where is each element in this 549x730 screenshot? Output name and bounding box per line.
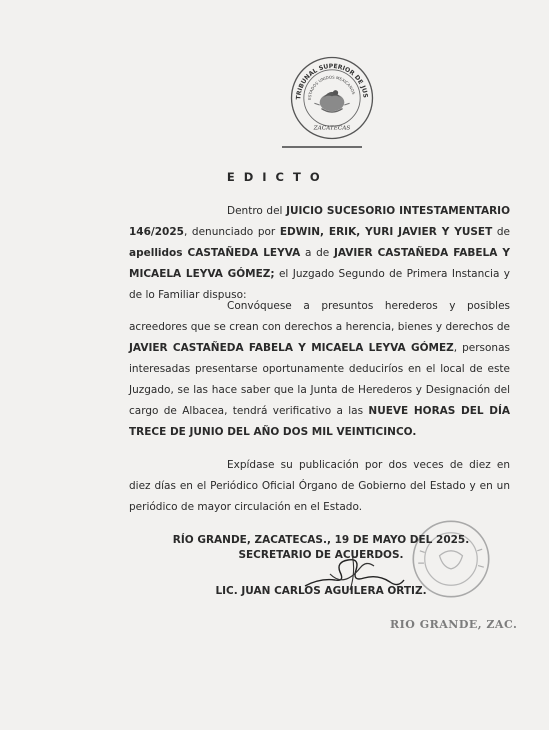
stamp-location-text: RIO GRANDE, ZAC. xyxy=(390,618,518,631)
claimant-names: EDWIN, ERIK, YURI JAVIER Y YUSET xyxy=(279,226,493,238)
paragraph-summons xyxy=(129,296,510,443)
paragraph-intro xyxy=(129,201,510,306)
seal-bottom-text: ZACATECAS xyxy=(313,125,351,132)
seal-outer-text: TRIBUNAL SUPERIOR DE JUS xyxy=(295,63,369,100)
p1-text-3: de xyxy=(492,226,510,238)
p2-text-2: , personas interesadas presentarse oportunamente deduciríos en el local de este Juzgado, se las hace saber que la Junta de Herederos y Designación del cargo de Albacea, tendrá verificativo a las xyxy=(129,342,510,417)
p1-text-5: el Juzgado Segundo de Primera Instancia y de lo Familiar dispuso: xyxy=(129,268,510,301)
signer-name: LIC. JUAN CARLOS AGUILERA ORTIZ. xyxy=(215,585,427,597)
place-date: RÍO GRANDE, ZACATECAS., 19 DE MAYO DEL 2025. xyxy=(172,534,470,546)
seal-rule xyxy=(282,146,362,148)
p1-text-2: , denunciado por xyxy=(183,226,280,238)
p1-text-4: a de xyxy=(300,247,334,259)
court-seal-icon xyxy=(288,54,376,142)
deceased-names-2: JAVIER CASTAÑEDA FABELA Y MICAELA LEYVA GÓMEZ xyxy=(129,342,454,354)
claimant-surnames: apellidos CASTAÑEDA LEYVA xyxy=(129,247,301,259)
signer-role: SECRETARIO DE ACUERDOS. xyxy=(238,549,404,561)
p2-text-1: Convóquese a presuntos herederos y posibles acreedores que se crean con derechos a herencia, bienes y derechos de xyxy=(129,300,510,333)
paragraph-publication: Expídase su publicación por dos veces de diez en diez días en el Periódico Oficial Órgano de Gobierno del Estado y en un periódico de mayor circulación en el Estado. xyxy=(129,459,510,513)
deceased-names: JAVIER CASTAÑEDA FABELA Y MICAELA LEYVA GÓMEZ; xyxy=(129,247,510,280)
p1-text-1: Dentro del xyxy=(227,205,287,217)
hearing-date: NUEVE HORAS DEL DÍA TRECE DE JUNIO DEL AÑO DOS MIL VEINTICINCO. xyxy=(129,405,510,438)
document-title: E D I C T O xyxy=(226,170,323,184)
seal-inner-text: ESTADOS UNIDOS MEXICANOS xyxy=(306,74,357,100)
case-number: JUICIO SUCESORIO INTESTAMENTARIO 146/2025 xyxy=(129,205,510,238)
